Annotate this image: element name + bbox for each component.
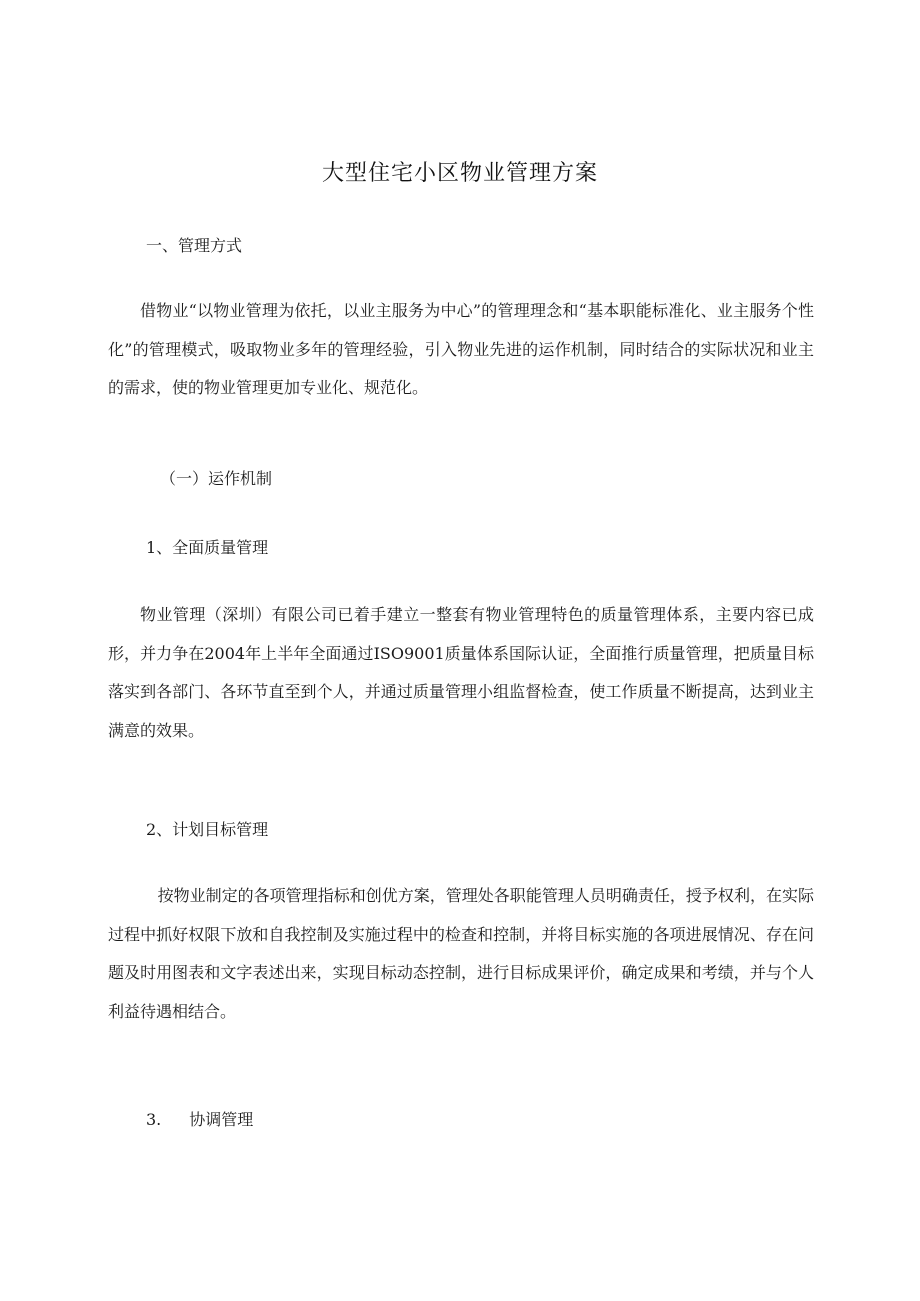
paragraph-plan-target-management: 按物业制定的各项管理指标和创优方案，管理处各职能管理人员明确责任，授予权利，在实际过程中抓好权限下放和自我控制及实施过程中的检查和控制，并将目标实施的各项进展情况、存在问题及时用图表和文字表述出来，实现目标动态控制，进行目标成果评价，确定成果和考绩，并与个人利益待遇相结合。 [108, 886, 814, 1021]
item-number: 3. [146, 1110, 162, 1129]
item-label: 协调管理 [189, 1110, 254, 1129]
paragraph-total-quality-management: 物业管理（深圳）有限公司已着手建立一整套有物业管理特色的质量管理体系，主要内容已成形，并力争在2004年上半年全面通过ISO9001质量体系国际认证，全面推行质量管理，把质量目标落实到各部门、各环节直至到个人，并通过质量管理小组监督检查，使工作质量不断提高，达到业主满意的效果。 [108, 605, 814, 740]
item-heading-plan-target-management: 2、计划目标管理 [146, 820, 269, 839]
section-heading-management-method: 一、管理方式 [146, 236, 243, 255]
subsection-heading-operating-mechanism: （一）运作机制 [160, 469, 273, 488]
item-heading-total-quality-management: 1、全面质量管理 [146, 538, 269, 557]
document-title: 大型住宅小区物业管理方案 [321, 161, 598, 186]
item-heading-coordination-management [146, 1110, 253, 1130]
paragraph-management-method: 借物业“以物业管理为依托，以业主服务为中心”的管理理念和“基本职能标准化、业主服务个性化”的管理模式，吸取物业多年的管理经验，引入物业先进的运作机制，同时结合的实际状况和业主的需求，使的物业管理更加专业化、规范化。 [108, 301, 814, 397]
